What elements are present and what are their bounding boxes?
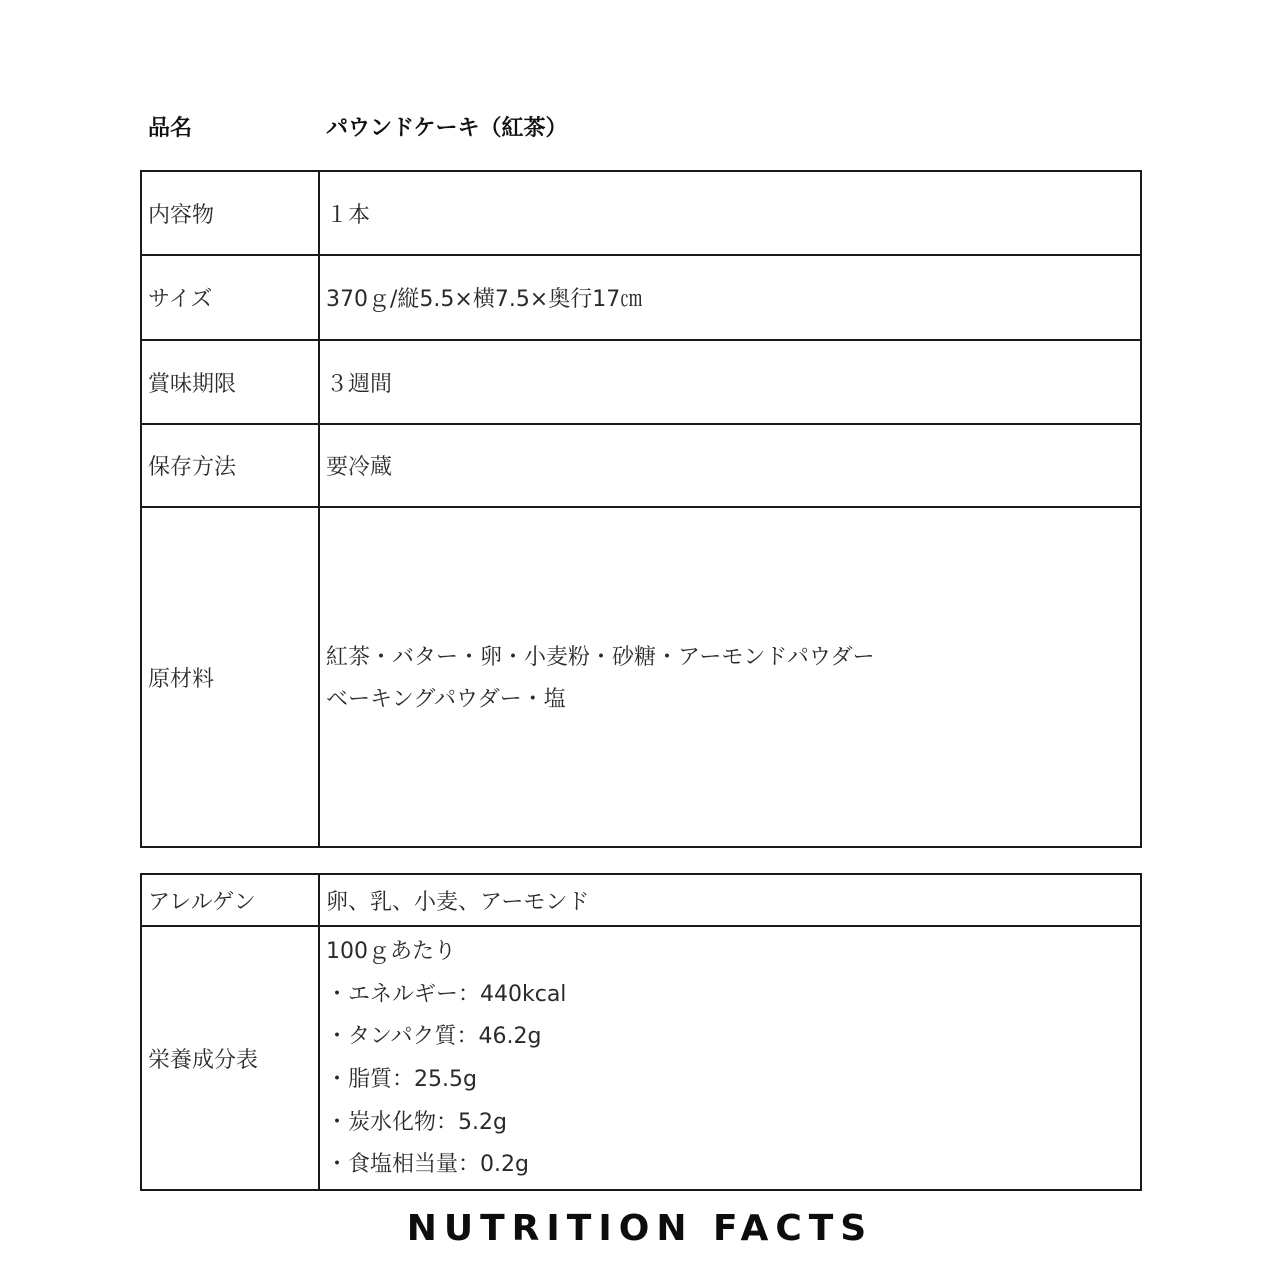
table-row xyxy=(141,255,1141,340)
row-value-storage: 要冷蔵 xyxy=(319,424,1141,507)
product-name-label: 品名 xyxy=(148,116,193,141)
row-value-allergen: 卵、乳、小麦、アーモンド xyxy=(319,874,1141,926)
row-label-best-before: 賞味期限 xyxy=(141,340,319,424)
nutrition-line: ・タンパク質：46.2g xyxy=(326,1024,542,1050)
row-label-contents: 内容物 xyxy=(141,171,319,255)
row-label-size: サイズ xyxy=(141,255,319,340)
table-row xyxy=(141,507,1141,847)
nutrition-line: ・エネルギー：440kcal xyxy=(326,981,567,1007)
product-details-table xyxy=(140,170,1142,848)
row-value-ingredients xyxy=(319,507,1141,847)
table-row xyxy=(141,874,1141,926)
row-label-storage: 保存方法 xyxy=(141,424,319,507)
table-row xyxy=(141,424,1141,507)
row-value-nutrition xyxy=(319,926,1141,1190)
table-row xyxy=(141,171,1141,255)
product-name-value: パウンドケーキ（紅茶） xyxy=(326,116,568,141)
table-row xyxy=(141,926,1141,1190)
allergen-nutrition-table xyxy=(140,873,1142,1191)
row-value-size: 370ｇ/縦5.5×横7.5×奥行17㎝ xyxy=(319,255,1141,340)
row-value-best-before: ３週間 xyxy=(319,340,1141,424)
row-label-allergen: アレルゲン xyxy=(141,874,319,926)
nutrition-line: ・炭水化物：5.2g xyxy=(326,1109,507,1135)
row-label-nutrition: 栄養成分表 xyxy=(141,926,319,1190)
row-label-ingredients: 原材料 xyxy=(141,507,319,847)
table-row xyxy=(141,340,1141,424)
ingredients-line: 紅茶・バター・卵・小麦粉・砂糖・アーモンドパウダー xyxy=(326,645,875,670)
row-value-contents: １本 xyxy=(319,171,1141,255)
nutrition-line: 100ｇあたり xyxy=(326,939,456,965)
ingredients-line: ベーキングパウダー・塩 xyxy=(326,687,566,712)
nutrition-line: ・食塩相当量：0.2g xyxy=(326,1152,529,1178)
nutrition-line: ・脂質：25.5g xyxy=(326,1067,477,1092)
footer-title: NUTRITION FACTS xyxy=(406,1208,874,1249)
